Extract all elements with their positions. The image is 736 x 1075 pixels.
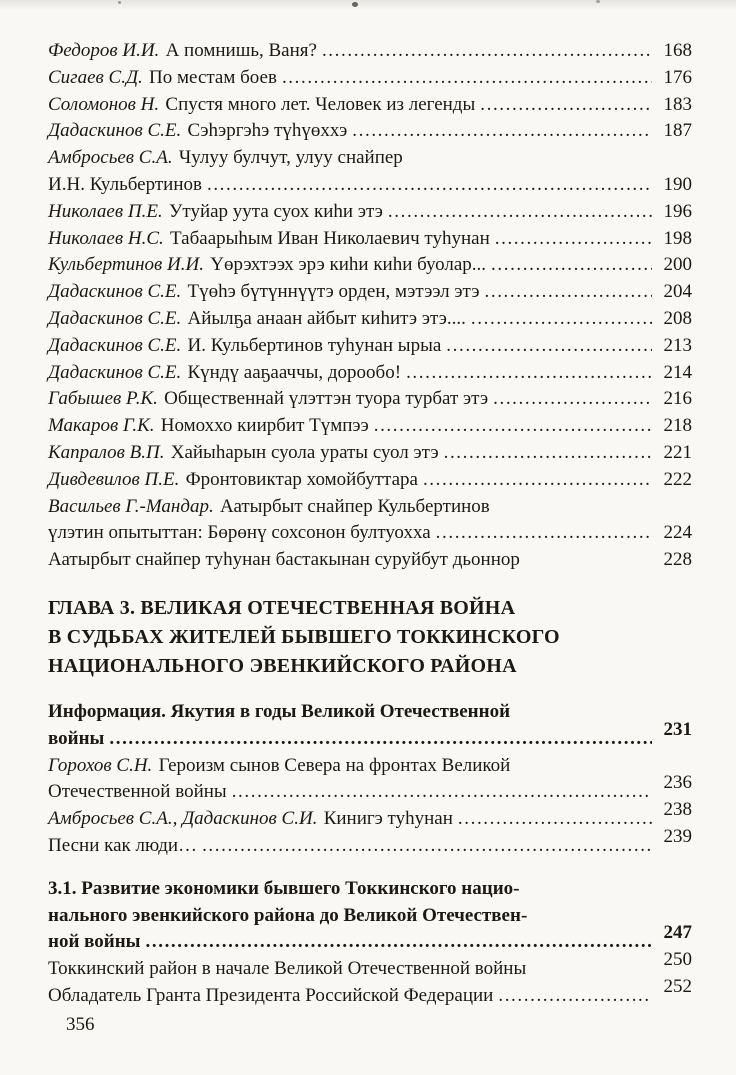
toc-entry-author: Николаев Н.С. bbox=[48, 227, 164, 249]
toc-line bbox=[48, 825, 692, 860]
toc-line bbox=[48, 922, 692, 956]
toc-entry-title: Күндү ааҕааччы, дорообо! bbox=[187, 361, 402, 383]
toc-entry-author: Амбросьев С.А. bbox=[48, 147, 173, 169]
toc-page-number: 236 bbox=[663, 772, 692, 794]
dot-leader bbox=[388, 199, 652, 226]
toc-line bbox=[48, 226, 692, 253]
toc-page-number: 224 bbox=[663, 522, 692, 544]
toc-entry-author: Дадаскинов С.Е. bbox=[48, 307, 182, 329]
scan-artifact bbox=[118, 1, 121, 4]
toc-entry-author: Горохов С.Н. bbox=[48, 754, 153, 776]
toc-entry-title: Героизм сынов Севера на фронтах Великой bbox=[158, 754, 511, 776]
toc-line bbox=[48, 753, 692, 780]
toc-page-number: 200 bbox=[663, 254, 692, 276]
toc-entry-title: войны bbox=[48, 727, 105, 749]
toc-line bbox=[48, 520, 692, 547]
toc-entry-title: И.Н. Кульбертинов bbox=[48, 173, 202, 195]
toc-entry-title: ной войны bbox=[48, 931, 141, 953]
dot-leader bbox=[498, 983, 652, 1010]
dot-leader bbox=[446, 333, 652, 360]
toc-page-number: 247 bbox=[663, 922, 692, 944]
toc-line bbox=[48, 949, 692, 983]
toc-entry-title: И. Кульбертинов туһунан ырыа bbox=[187, 334, 442, 356]
toc-section-3 bbox=[48, 876, 692, 1010]
chapter-heading-line: В СУДЬБАХ ЖИТЕЛЕЙ БЫВШЕГО ТОККИНСКОГО bbox=[48, 625, 560, 648]
toc-line bbox=[48, 903, 692, 930]
toc-line bbox=[48, 494, 692, 521]
toc-line bbox=[48, 799, 692, 833]
dot-leader bbox=[471, 306, 652, 333]
chapter-heading bbox=[48, 594, 692, 681]
toc-line bbox=[48, 718, 692, 753]
toc-page-number: 190 bbox=[663, 173, 692, 195]
toc-entry-title: Фронтовиктар хомойбуттара bbox=[185, 468, 418, 490]
toc-entry-author: Дадаскинов С.Е. bbox=[48, 361, 182, 383]
toc-page-number: 218 bbox=[663, 415, 692, 437]
toc-entry-title: Утуйар уута суох киһи этэ bbox=[168, 200, 383, 222]
toc-entry-title: А помнишь, Ваня? bbox=[165, 40, 317, 61]
toc-entry-title: Отечественной войны bbox=[48, 781, 227, 803]
toc-entry-title: 3.1. Развитие экономики бывшего Токкинского нацио- bbox=[48, 877, 520, 899]
toc-line bbox=[48, 386, 692, 413]
dot-leader bbox=[322, 38, 652, 65]
toc-page-number: 176 bbox=[663, 66, 692, 88]
toc-entry-title: Аатырбыт снайпер Кульбертинов bbox=[219, 495, 490, 517]
toc-entry-title: Информация. Якутия в годы Великой Отечественной bbox=[48, 700, 511, 722]
toc-entry-title: Токкинский район в начале Великой Отечественной войны bbox=[48, 958, 527, 980]
toc-line bbox=[48, 413, 692, 440]
toc-entry-title: Песни как люди… bbox=[48, 834, 198, 856]
dot-leader bbox=[480, 92, 652, 119]
dot-leader bbox=[495, 226, 652, 253]
toc-page-number: 213 bbox=[663, 334, 692, 356]
toc-entry-title: Үөрэхтээх эрэ киһи киһи буолар... bbox=[210, 254, 487, 276]
toc-line bbox=[48, 440, 692, 467]
toc-entry-author: Дадаскинов С.Е. bbox=[48, 334, 182, 356]
toc-line bbox=[48, 199, 692, 226]
toc-entry-author: Дадаскинов С.Е. bbox=[48, 120, 182, 142]
toc-entry-author: Габышев Р.К. bbox=[48, 388, 158, 410]
page-number-folio: 356 bbox=[66, 1014, 95, 1035]
toc-page-number: 250 bbox=[663, 949, 692, 971]
toc-page-number: 196 bbox=[663, 200, 692, 222]
dot-leader bbox=[493, 386, 652, 413]
toc-section-2 bbox=[48, 699, 692, 860]
dot-leader bbox=[458, 806, 652, 833]
toc-line bbox=[48, 38, 692, 65]
toc-entry-title: Общественнай үлэттэн туора турбат этэ bbox=[164, 388, 489, 410]
dot-leader bbox=[406, 360, 652, 387]
toc-entry-title: Номоххо киирбит Түмпээ bbox=[160, 415, 369, 437]
toc-line bbox=[48, 467, 692, 494]
toc-page-number: 252 bbox=[663, 975, 692, 997]
toc-page-number: 208 bbox=[663, 307, 692, 329]
chapter-heading-line: НАЦИОНАЛЬНОГО ЭВЕНКИЙСКОГО РАЙОНА bbox=[48, 654, 517, 677]
toc-line bbox=[48, 92, 692, 119]
toc-page-number: 168 bbox=[663, 40, 692, 61]
toc-entry-author: Соломонов Н. bbox=[48, 93, 160, 115]
toc-page-number: 239 bbox=[663, 825, 692, 847]
toc-page-number: 204 bbox=[663, 281, 692, 303]
toc-entry-author: Кульбертинов И.И. bbox=[48, 254, 204, 276]
toc-entry-title: Сэһэргэһэ түһүөххэ bbox=[187, 120, 348, 142]
toc-line bbox=[48, 975, 692, 1010]
chapter-heading-line: ГЛАВА 3. ВЕЛИКАЯ ОТЕЧЕСТВЕННАЯ ВОЙНА bbox=[48, 596, 516, 619]
toc-page-number: 216 bbox=[663, 388, 692, 410]
toc-line bbox=[48, 699, 692, 726]
toc-line bbox=[48, 65, 692, 92]
scan-artifact bbox=[352, 2, 358, 7]
toc-line bbox=[48, 772, 692, 806]
toc-entry-title: Түөһэ бүтүннүүтэ орден, мэтээл этэ bbox=[187, 281, 480, 303]
dot-leader bbox=[436, 520, 652, 547]
toc-page-number: 238 bbox=[663, 799, 692, 821]
toc-page-number: 198 bbox=[663, 227, 692, 249]
dot-leader bbox=[485, 279, 653, 306]
toc-line bbox=[48, 876, 692, 903]
toc-entry-author: Макаров Г.К. bbox=[48, 415, 155, 437]
toc-entry-title: Хайыһарын суола ураты суол этэ bbox=[170, 441, 439, 463]
dot-leader bbox=[202, 833, 652, 860]
toc-line bbox=[48, 547, 692, 574]
toc-line bbox=[48, 333, 692, 360]
toc-page-number: 214 bbox=[663, 361, 692, 383]
toc-entry-author: Николаев П.Е. bbox=[48, 200, 163, 222]
dot-leader bbox=[146, 929, 652, 956]
toc-page-number: 228 bbox=[663, 549, 692, 571]
toc-entry-title: Табаарыһым Иван Николаевич туһунан bbox=[170, 227, 490, 249]
toc-page-number: 187 bbox=[663, 120, 692, 142]
toc-line bbox=[48, 306, 692, 333]
dot-leader bbox=[352, 118, 652, 145]
toc-entry-author: Дадаскинов С.Е. bbox=[48, 281, 182, 303]
toc-line bbox=[48, 118, 692, 145]
dot-leader bbox=[423, 467, 652, 494]
toc-entry-author: Амбросьев С.А., Дадаскинов С.И. bbox=[48, 808, 318, 830]
toc-entry-author: Капралов В.П. bbox=[48, 441, 165, 463]
toc-line bbox=[48, 252, 692, 279]
toc-section-1 bbox=[48, 38, 692, 574]
dot-leader bbox=[207, 172, 652, 199]
toc-page-number: 183 bbox=[663, 93, 692, 115]
toc-entry-title: Айылҕа анаан айбыт киһитэ этэ.... bbox=[187, 307, 466, 329]
toc-entry-author: Сигаев С.Д. bbox=[48, 66, 143, 88]
toc-entry-author: Федоров И.И. bbox=[48, 40, 160, 61]
toc-entry-author: Васильев Г.-Мандар. bbox=[48, 495, 214, 517]
toc-line bbox=[48, 172, 692, 199]
toc-entry-title: Спустя много лет. Человек из легенды bbox=[165, 93, 476, 115]
toc-page-number: 222 bbox=[663, 468, 692, 490]
dot-leader bbox=[374, 413, 652, 440]
dot-leader bbox=[282, 65, 652, 92]
toc-entry-author: Дивдевилов П.Е. bbox=[48, 468, 180, 490]
toc-entry-title: үлэтин опытыттан: Бөрөнү сохсонон бултуохха bbox=[48, 522, 431, 544]
dot-leader bbox=[491, 252, 652, 279]
toc-page-number: 231 bbox=[663, 718, 692, 740]
scan-artifact bbox=[596, 0, 600, 3]
dot-leader bbox=[109, 726, 652, 753]
dot-leader bbox=[444, 440, 652, 467]
toc-entry-title: нального эвенкийского района до Великой Отечествен- bbox=[48, 904, 528, 926]
toc-entry-title: Кинигэ туһунан bbox=[323, 808, 453, 830]
toc-page-number: 221 bbox=[663, 441, 692, 463]
toc-line bbox=[48, 360, 692, 387]
toc-entry-title: Аатырбыт снайпер туһунан бастакынан суруйбут дьоннор bbox=[48, 549, 520, 571]
toc-line bbox=[48, 145, 692, 172]
toc-line bbox=[48, 279, 692, 306]
dot-leader bbox=[232, 779, 652, 806]
toc-entry-title: По местам боев bbox=[149, 66, 277, 88]
toc-entry-title: Чулуу булчут, улуу снайпер bbox=[178, 147, 403, 169]
toc-entry-title: Обладатель Гранта Президента Российской Федерации bbox=[48, 984, 494, 1006]
